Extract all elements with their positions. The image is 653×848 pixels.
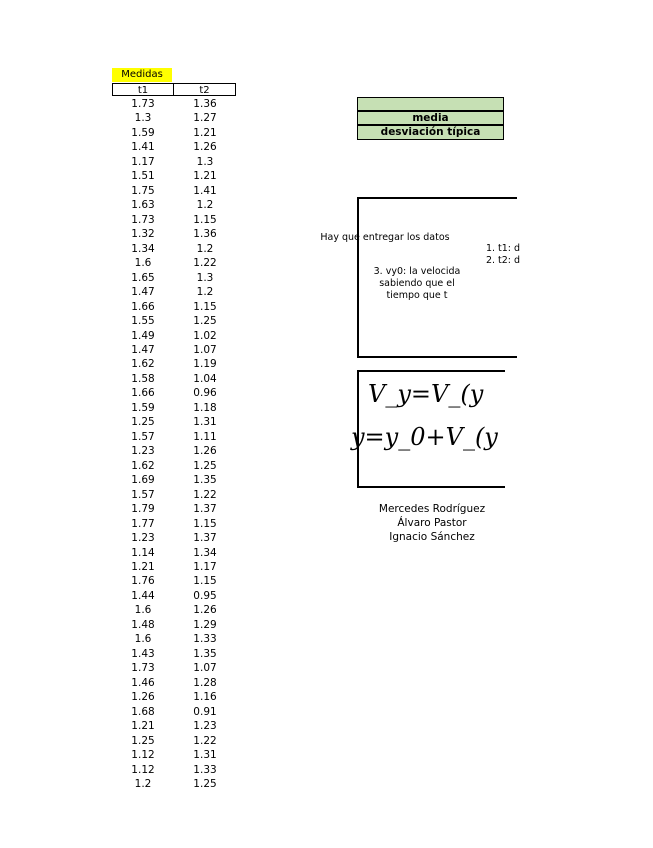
cell-t2: 1.17 <box>193 561 217 573</box>
cell-t2: 1.3 <box>196 155 214 168</box>
table-row <box>112 256 236 270</box>
cell-t1: 1.51 <box>131 170 155 183</box>
cell-t2: 1.26 <box>193 445 217 458</box>
equation-velocity: V_y=V_(y <box>368 380 484 408</box>
table-row <box>112 777 236 791</box>
cell-t1: 1.47 <box>131 286 155 299</box>
table-row <box>112 415 236 429</box>
table-row <box>112 198 236 212</box>
cell-t1: 1.57 <box>131 430 155 443</box>
table-row <box>112 574 236 588</box>
table-row <box>112 300 236 314</box>
cell-t2: 1.21 <box>193 126 217 139</box>
table-row <box>112 488 236 502</box>
cell-t1: 1.14 <box>131 546 155 559</box>
cell-t2: 1.36 <box>193 228 217 241</box>
cell-t1: 1.17 <box>131 155 155 168</box>
cell-t2: 1.15 <box>193 300 217 313</box>
table-row <box>112 661 236 675</box>
cell-t2: 1.36 <box>193 98 217 110</box>
measurements-table <box>112 97 236 792</box>
table-row <box>112 111 236 125</box>
cell-t2: 1.11 <box>193 430 217 443</box>
cell-t2: 1.16 <box>193 691 217 704</box>
cell-t2: 1.15 <box>193 213 217 226</box>
table-row <box>112 271 236 285</box>
cell-t1: 1.12 <box>131 749 155 762</box>
instructions-line: sabiendo que el <box>379 278 455 289</box>
cell-t2: 1.04 <box>193 372 217 385</box>
table-row <box>112 473 236 487</box>
cell-t2: 1.37 <box>193 503 217 516</box>
table-row <box>112 690 236 704</box>
table-row <box>112 430 236 444</box>
cell-t1: 1.43 <box>131 647 155 660</box>
equations-box <box>351 370 517 488</box>
table-row <box>112 444 236 458</box>
table-title: Medidas <box>112 68 172 82</box>
cell-t1: 1.21 <box>131 561 155 573</box>
table-row <box>112 213 236 227</box>
cell-t1: 1.73 <box>131 98 155 110</box>
cell-t1: 1.6 <box>134 633 152 646</box>
cell-t1: 1.79 <box>131 503 155 516</box>
cell-t1: 1.58 <box>131 372 155 385</box>
cell-t1: 1.25 <box>131 416 155 429</box>
cell-t1: 1.46 <box>131 676 155 689</box>
table-row <box>112 329 236 343</box>
cell-t1: 1.2 <box>134 778 152 791</box>
cell-t2: 1.31 <box>193 416 217 429</box>
cell-t2: 1.23 <box>193 720 217 733</box>
cell-t1: 1.23 <box>131 532 155 545</box>
cell-t2: 1.35 <box>193 474 217 487</box>
cell-t2: 1.28 <box>193 676 217 689</box>
stats-desviacion-label: desviación típica <box>357 125 504 140</box>
cell-t1: 1.59 <box>131 126 155 139</box>
table-row <box>112 97 236 111</box>
table-row <box>112 401 236 415</box>
author-name: Mercedes Rodríguez <box>378 503 486 515</box>
column-header-t2: t2 <box>173 83 236 96</box>
cell-t2: 1.07 <box>193 662 217 675</box>
cell-t1: 1.6 <box>134 604 152 617</box>
table-row <box>112 719 236 733</box>
author-name: Álvaro Pastor <box>397 517 467 529</box>
table-row <box>112 502 236 516</box>
cell-t2: 1.33 <box>193 763 217 776</box>
cell-t1: 1.55 <box>131 315 155 328</box>
cell-t2: 1.26 <box>193 141 217 154</box>
page-crop-mask <box>505 360 599 500</box>
cell-t2: 0.96 <box>193 387 217 400</box>
cell-t2: 1.25 <box>193 315 217 328</box>
table-row <box>112 517 236 531</box>
table-row <box>112 589 236 603</box>
table-row <box>112 546 236 560</box>
table-row <box>112 647 236 661</box>
cell-t1: 1.12 <box>131 763 155 776</box>
cell-t2: 1.22 <box>193 488 217 501</box>
table-row <box>112 734 236 748</box>
cell-t2: 1.35 <box>193 647 217 660</box>
instructions-line: 3. vy0: la velocida <box>373 266 461 277</box>
cell-t2: 1.21 <box>193 170 217 183</box>
cell-t1: 1.68 <box>131 705 155 718</box>
table-row <box>112 184 236 198</box>
cell-t1: 1.6 <box>134 257 152 270</box>
cell-t1: 1.44 <box>131 589 155 602</box>
equation-position: y=y_0+V_(y <box>351 423 498 451</box>
cell-t1: 1.49 <box>131 329 155 342</box>
table-row <box>112 459 236 473</box>
table-row <box>112 227 236 241</box>
cell-t1: 1.62 <box>131 459 155 472</box>
cell-t1: 1.62 <box>131 358 155 371</box>
table-row <box>112 560 236 574</box>
cell-t1: 1.32 <box>131 228 155 241</box>
cell-t1: 1.65 <box>131 271 155 284</box>
cell-t2: 0.91 <box>193 705 217 718</box>
cell-t2: 1.22 <box>193 734 217 747</box>
instructions-line: Hay que entregar los datos <box>320 232 450 243</box>
table-row <box>112 169 236 183</box>
cell-t1: 1.75 <box>131 184 155 197</box>
table-row <box>112 155 236 169</box>
table-row <box>112 748 236 762</box>
cell-t1: 1.41 <box>131 141 155 154</box>
table-row <box>112 676 236 690</box>
table-row <box>112 372 236 386</box>
cell-t1: 1.73 <box>131 662 155 675</box>
cell-t1: 1.63 <box>131 199 155 212</box>
cell-t2: 1.27 <box>193 112 217 125</box>
cell-t2: 1.37 <box>193 532 217 545</box>
cell-t2: 1.41 <box>193 184 217 197</box>
table-row <box>112 343 236 357</box>
cell-t2: 1.31 <box>193 749 217 762</box>
cell-t2: 1.25 <box>193 459 217 472</box>
cell-t1: 1.57 <box>131 488 155 501</box>
table-row <box>112 314 236 328</box>
column-header-t1: t1 <box>112 83 174 96</box>
cell-t2: 1.2 <box>196 242 214 255</box>
instructions-line: tiempo que t <box>386 290 448 301</box>
instructions-line: 2. t2: d <box>485 255 521 266</box>
table-row <box>112 285 236 299</box>
cell-t2: 1.29 <box>193 618 217 631</box>
stats-header-cell <box>357 97 504 111</box>
table-row <box>112 618 236 632</box>
cell-t1: 1.59 <box>131 401 155 414</box>
instructions-box <box>320 197 521 358</box>
cell-t1: 1.48 <box>131 618 155 631</box>
table-row <box>112 140 236 154</box>
cell-t2: 1.25 <box>193 778 217 791</box>
cell-t2: 1.22 <box>193 257 217 270</box>
cell-t1: 1.66 <box>131 300 155 313</box>
table-row <box>112 386 236 400</box>
cell-t1: 1.73 <box>131 213 155 226</box>
cell-t2: 1.19 <box>193 358 217 371</box>
cell-t2: 1.33 <box>193 633 217 646</box>
instructions-line: 1. t1: d <box>485 243 521 254</box>
author-name: Ignacio Sánchez <box>389 531 475 543</box>
cell-t1: 1.26 <box>131 691 155 704</box>
cell-t1: 1.25 <box>131 734 155 747</box>
cell-t2: 1.02 <box>193 329 217 342</box>
table-row <box>112 126 236 140</box>
cell-t2: 1.2 <box>196 286 214 299</box>
cell-t1: 1.47 <box>131 343 155 356</box>
table-row <box>112 242 236 256</box>
cell-t1: 1.21 <box>131 720 155 733</box>
cell-t2: 1.15 <box>193 575 217 588</box>
table-row <box>112 603 236 617</box>
cell-t2: 0.95 <box>193 589 217 602</box>
cell-t2: 1.26 <box>193 604 217 617</box>
cell-t2: 1.07 <box>193 343 217 356</box>
cell-t1: 1.77 <box>131 517 155 530</box>
cell-t2: 1.3 <box>196 271 214 284</box>
table-row <box>112 763 236 777</box>
cell-t2: 1.34 <box>193 546 217 559</box>
cell-t2: 1.15 <box>193 517 217 530</box>
cell-t1: 1.3 <box>134 112 152 125</box>
cell-t1: 1.69 <box>131 474 155 487</box>
cell-t1: 1.66 <box>131 387 155 400</box>
cell-t1: 1.76 <box>131 575 155 588</box>
cell-t1: 1.34 <box>131 242 155 255</box>
cell-t1: 1.23 <box>131 445 155 458</box>
stats-media-label: media <box>357 111 504 125</box>
table-row <box>112 705 236 719</box>
table-row <box>112 357 236 371</box>
table-row <box>112 531 236 545</box>
table-row <box>112 632 236 646</box>
cell-t2: 1.18 <box>193 401 217 414</box>
cell-t2: 1.2 <box>196 199 214 212</box>
